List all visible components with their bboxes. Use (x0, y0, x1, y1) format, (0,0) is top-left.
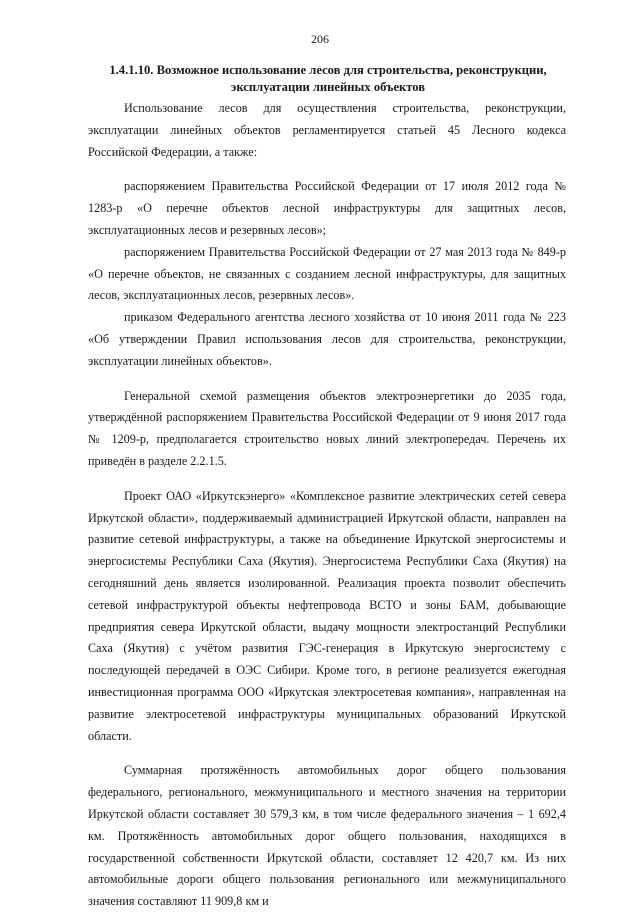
paragraph-roads: Суммарная протяжённость автомобильных дорог общего пользования федерального, регионального, межмуниципального и местного значения на территории Иркутской области составляет 30 579,3 км, в том числе федерального значения – 1 692,4 км. Протяжённость автомобильных дорог общего пользования, находящихся в государственной собственности Иркутской области, составляет 12 420,7 км. Из них автомобильные дороги общего пользования регионального или межмуниципального значения составляют 11 909,8 км и (88, 763, 566, 909)
paragraph-order-849: распоряжением Правительства Российской Федерации от 27 мая 2013 года № 849-р «О перечне объектов, не связанных с созданием лесной инфраструктуры, для защитных лесов, эксплуатационных лесов, резервных лесов». (88, 244, 566, 303)
paragraph-general-scheme: Генеральной схемой размещения объектов электроэнергетики до 2035 года, утверждённой распоряжением Правительства Российской Федерации от 9 июня 2017 года № 1209-р, предполагается строительство новых линий электропередач. Перечень их приведён в разделе 2.2.1.5. (88, 388, 566, 468)
page-number: 206 (311, 32, 329, 46)
section-heading: 1.4.1.10. Возможное использование лесов для строительства, реконструкции, эксплуатации линейных объектов (109, 63, 547, 94)
paragraph-order-223: приказом Федерального агентства лесного хозяйства от 10 июня 2011 года № 223 «Об утверждении Правил использования лесов для строительства, реконструкции, эксплуатации линейных объектов». (88, 310, 566, 368)
paragraph-order-1283: распоряжением Правительства Российской Федерации от 17 июля 2012 года № 1283-р «О перечне объектов лесной инфраструктуры для защитных лесов, эксплуатационных лесов и резервных лесов»; (88, 179, 566, 237)
paragraph-intro: Использование лесов для осуществления строительства, реконструкции, эксплуатации линейных объектов регламентируется статьей 45 Лесного кодекса Российской Федерации, а также: (88, 101, 566, 159)
body-text (88, 98, 566, 913)
paragraph-irkutskenergo-project: Проект ОАО «Иркутскэнерго» «Комплексное развитие электрических сетей севера Иркутской области», поддерживаемый администрацией Иркутской области, направлен на развитие сетевой инфраструктуры, а также на объединение Иркутской энергосистемы и энергосистемы Республики Саха (Якутия). Энергосистема Республики Саха (Якутия) на сегодняшний день является изолированной. Реализация проекта позволит обеспечить сетевой инфраструктурой объекты нефтепровода ВСТО и зоны БАМ, добывающие предприятия севера Иркутской области, выдачу мощности электростанций Республики Саха (Якутия) с учётом развития ГЭС-генерация в Иркутскую энергосистему с последующей передачей в ОЭС Сибири. Кроме того, в регионе реализуется ежегодная инвестиционная программа ООО «Иркутская электросетевая компания», направленная на развитие электросетевой инфраструктуры муниципальных образований Иркутской области. (88, 488, 566, 743)
